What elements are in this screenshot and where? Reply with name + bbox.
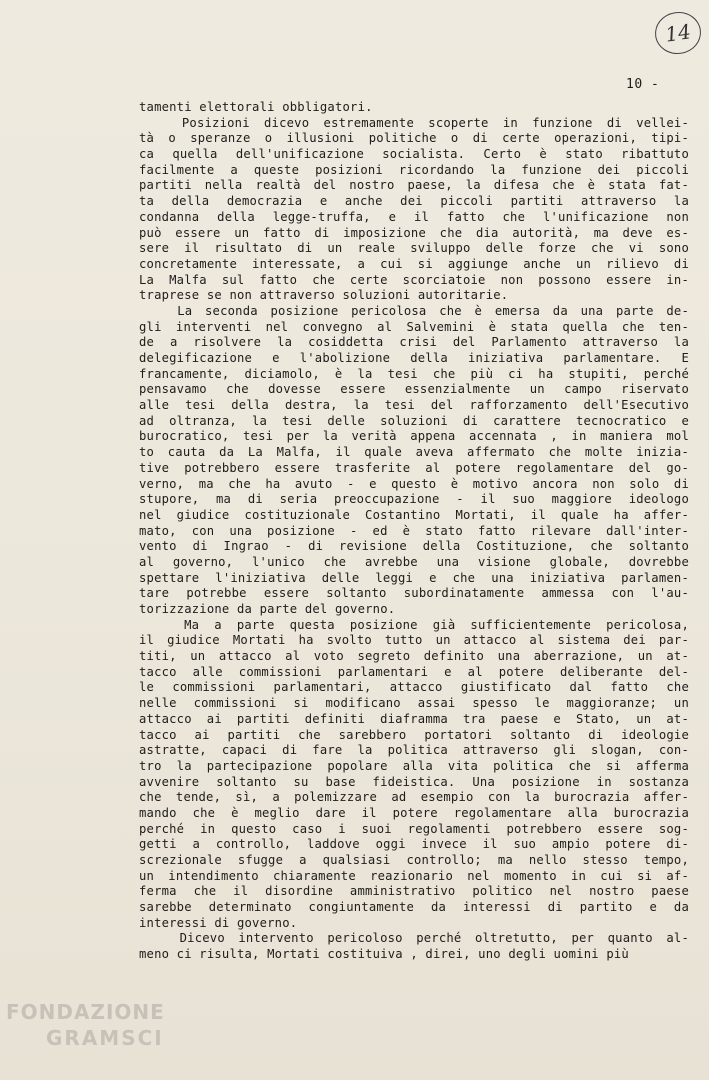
text-line: partiti nella realtà del nostro paese, la difesa che è stata fat- xyxy=(139,178,689,193)
text-line: mato, con una posizione - ed è stato fatto rilevare dall'inter- xyxy=(139,523,689,538)
text-line: tacco ai partiti che sarebbero portatori soltanto di ideologie xyxy=(139,727,689,742)
typewritten-body xyxy=(139,100,689,963)
watermark-line-1: FONDAZIONE xyxy=(6,1000,165,1024)
text-line: concretamente interessate, a cui si aggiunge anche un rilievo di xyxy=(139,256,689,271)
text-line: vento di Ingrao - di revisione della Costituzione, che soltanto xyxy=(139,539,689,554)
text-line: meno ci risulta, Mortati costituiva , direi, uno degli uomini più xyxy=(139,947,629,962)
text-line: La Malfa sul fatto che certe scorciatoie non possono essere in- xyxy=(139,272,689,287)
text-line: gli interventi nel convegno al Salvemini è stata quella che ten- xyxy=(139,319,689,334)
text-line: Posizioni dicevo estremamente scoperte in funzione di vellei- xyxy=(139,115,689,130)
text-line: de a risolvere la cosiddetta crisi del Parlamento attraverso la xyxy=(139,335,689,350)
text-line: stupore, ma di seria preoccupazione - il suo maggiore ideologo xyxy=(139,492,689,507)
text-line: sarebbe determinato congiuntamente da interessi di partito e da xyxy=(139,900,689,915)
text-line: nelle commissioni si modificano assai spesso le maggioranze; un xyxy=(139,696,689,711)
text-line: facilmente a queste posizioni ricordando la funzione dei piccoli xyxy=(139,162,689,177)
text-line: alle tesi della destra, la tesi del rafforzamento dell'Esecutivo xyxy=(139,398,689,413)
watermark-line-2: GRAMSCI xyxy=(46,1026,164,1050)
text-line: verno, ma che ha avuto - e questo è motivo ancora non solo di xyxy=(139,476,689,491)
text-line: il giudice Mortati ha svolto tutto un attacco al sistema dei par- xyxy=(139,633,689,648)
text-line: screzionale sfugge a qualsiasi controllo; ma nello stesso tempo, xyxy=(139,853,689,867)
text-line: nel giudice costituzionale Costantino Mortati, il quale ha affer- xyxy=(139,507,689,522)
text-line: delegificazione e l'abolizione della iniziativa parlamentare. E xyxy=(139,351,689,365)
text-line: getti a controllo, laddove oggi invece il suo ampio potere di- xyxy=(139,837,689,852)
text-line: un intendimento chiaramente reazionario nel momento in cui si af- xyxy=(139,868,689,883)
text-line: Ma a parte questa posizione già sufficientemente pericolosa, xyxy=(139,617,689,632)
text-line: le commissioni parlamentari, attacco giustificato dal fatto che xyxy=(139,680,689,695)
text-line: torizzazione da parte del governo. xyxy=(139,602,396,616)
text-line: tive potrebbero essere trasferite al potere regolamentare del go- xyxy=(139,460,689,475)
text-line: ferma che il disordine amministrativo politico nel nostro paese xyxy=(139,884,689,899)
text-line: interessi di governo. xyxy=(139,915,298,930)
text-line: pensavamo che dovesse essere essenzialmente un campo riservato xyxy=(139,382,689,397)
text-line: ta della democrazia e anche dei piccoli partiti attraverso la xyxy=(139,194,689,209)
text-line: può essere un fatto di imposizione che dia autorità, ma deve es- xyxy=(139,225,689,240)
archive-number-stamp: 14 xyxy=(652,9,703,57)
text-line: al governo, l'unico che avrebbe una visione globale, dovrebbe xyxy=(139,554,689,569)
text-line: astratte, capaci di fare la politica attraverso gli slogan, con- xyxy=(139,743,689,758)
text-line: ca quella dell'unificazione socialista. Certo è stato ribattuto xyxy=(139,147,689,162)
text-line: francamente, diciamolo, è la tesi che più ci ha stupiti, perché xyxy=(139,366,689,381)
text-line: tacco alle commissioni parlamentari e al potere deliberante del- xyxy=(139,664,689,679)
text-line: attacco ai partiti definiti diaframma tra paese e Stato, un at- xyxy=(139,711,689,726)
text-line: avvenire soltanto su base fideistica. Una posizione in sostanza xyxy=(139,774,689,789)
text-line: perché in questo caso i suoi regolamenti potrebbero essere sog- xyxy=(139,821,689,836)
text-line: sere il risultato di un reale sviluppo delle forze che vi sono xyxy=(139,241,689,256)
text-line: traprese se non attraverso soluzioni autoritarie. xyxy=(139,288,509,303)
text-line: to cauta da La Malfa, il quale aveva affermato che molte inizia- xyxy=(139,445,689,460)
text-line: tare potrebbe essere soltanto subordinatamente ammessa con l'au- xyxy=(139,586,689,601)
text-line: Dicevo intervento pericoloso perché oltretutto, per quanto al- xyxy=(139,931,689,946)
text-line: ad oltranza, la tesi delle soluzioni di carattere tecnocratico e xyxy=(139,413,689,428)
page-number: 10 - xyxy=(626,77,660,92)
fondazione-gramsci-watermark xyxy=(6,1002,165,1048)
text-line: tro la partecipazione popolare alla vita politica che si afferma xyxy=(139,758,689,773)
text-line: condanna della legge-truffa, e il fatto che l'unificazione non xyxy=(139,209,689,224)
text-line: che tende, sì, a polemizzare ad esempio con la burocrazia affer- xyxy=(139,790,689,805)
text-line: tamenti elettorali obbligatori. xyxy=(139,100,373,114)
text-line: titi, un attacco al voto segreto definito una aberrazione, un at- xyxy=(139,649,689,664)
text-line: La seconda posizione pericolosa che è emersa da una parte de- xyxy=(139,303,689,318)
text-line: spettare l'iniziativa delle leggi e che una iniziativa parlamen- xyxy=(139,570,689,585)
text-line: tà o speranze o illusioni politiche o di certe operazioni, tipi- xyxy=(139,131,689,146)
text-line: burocratico, tesi per la verità appena accennata , in maniera mol xyxy=(139,429,689,444)
text-line: mando che è meglio dare il potere regolamentare alla burocrazia xyxy=(139,805,689,820)
